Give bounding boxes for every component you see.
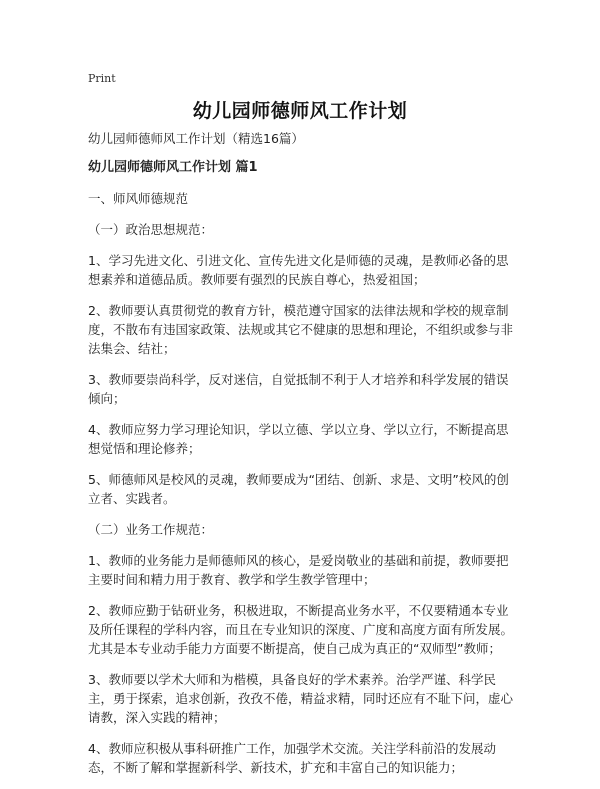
paragraph: 4、教师应积极从事科研推广工作，加强学术交流。关注学科前沿的发展动态，不断了解和掌握新科学、新技术，扩充和丰富自己的知识能力；	[88, 741, 496, 775]
paragraph: 2、教师应勤于钻研业务，积极进取，不断提高业务水平，不仅要精通本专业及所任课程的学科内容，而且在专业知识的深度、广度和高度方面有所发展。尤其是本专业动手能力方面要不断提高，使自己成为真正的“双师型”教师；	[88, 603, 514, 656]
paragraph: 5、师德师风是校风的灵魂，教师要成为“团结、创新、求是、文明”校风的创立者、实践者。	[88, 472, 509, 506]
heading-standards: 一、师风师德规范	[88, 191, 189, 206]
document-title: 幼儿园师德师风工作计划	[192, 100, 408, 122]
subheading-work: （二）业务工作规范：	[88, 522, 214, 537]
document-subtitle: 幼儿园师德师风工作计划（精选16篇）	[88, 131, 304, 146]
section-title: 幼儿园师德师风工作计划 篇1	[88, 160, 258, 175]
document-body	[88, 129, 516, 789]
subheading-political: （一）政治思想规范：	[88, 222, 214, 237]
paragraph: 1、学习先进文化、引进文化、宣传先进文化是师德的灵魂，是教师必备的思想素养和道德品质。教师要有强烈的民族自尊心，热爱祖国；	[88, 253, 509, 287]
paragraph: 4、教师应努力学习理论知识，学以立德、学以立身、学以立行，不断提高思想觉悟和理论修养；	[88, 422, 509, 456]
paragraph: 2、教师要认真贯彻党的教育方针，模范遵守国家的法律法规和学校的规章制度，不散布有违国家政策、法规或其它不健康的思想和理论，不组织或参与非法集会、结社；	[88, 303, 514, 356]
print-label: Print	[88, 72, 116, 85]
paragraph: 1、教师的业务能力是师德师风的核心，是爱岗敬业的基础和前提，教师要把主要时间和精力用于教育、教学和学生教学管理中；	[88, 553, 509, 587]
paragraph: 3、教师要以学术大师和为楷模，具备良好的学术素养。治学严谨、科学民主，勇于探索，追求创新，孜孜不倦，精益求精，同时还应有不耻下问，虚心请教，深入实践的精神；	[88, 672, 514, 725]
paragraph: 3、教师要崇尚科学，反对迷信，自觉抵制不利于人才培养和科学发展的错误倾向；	[88, 372, 509, 406]
